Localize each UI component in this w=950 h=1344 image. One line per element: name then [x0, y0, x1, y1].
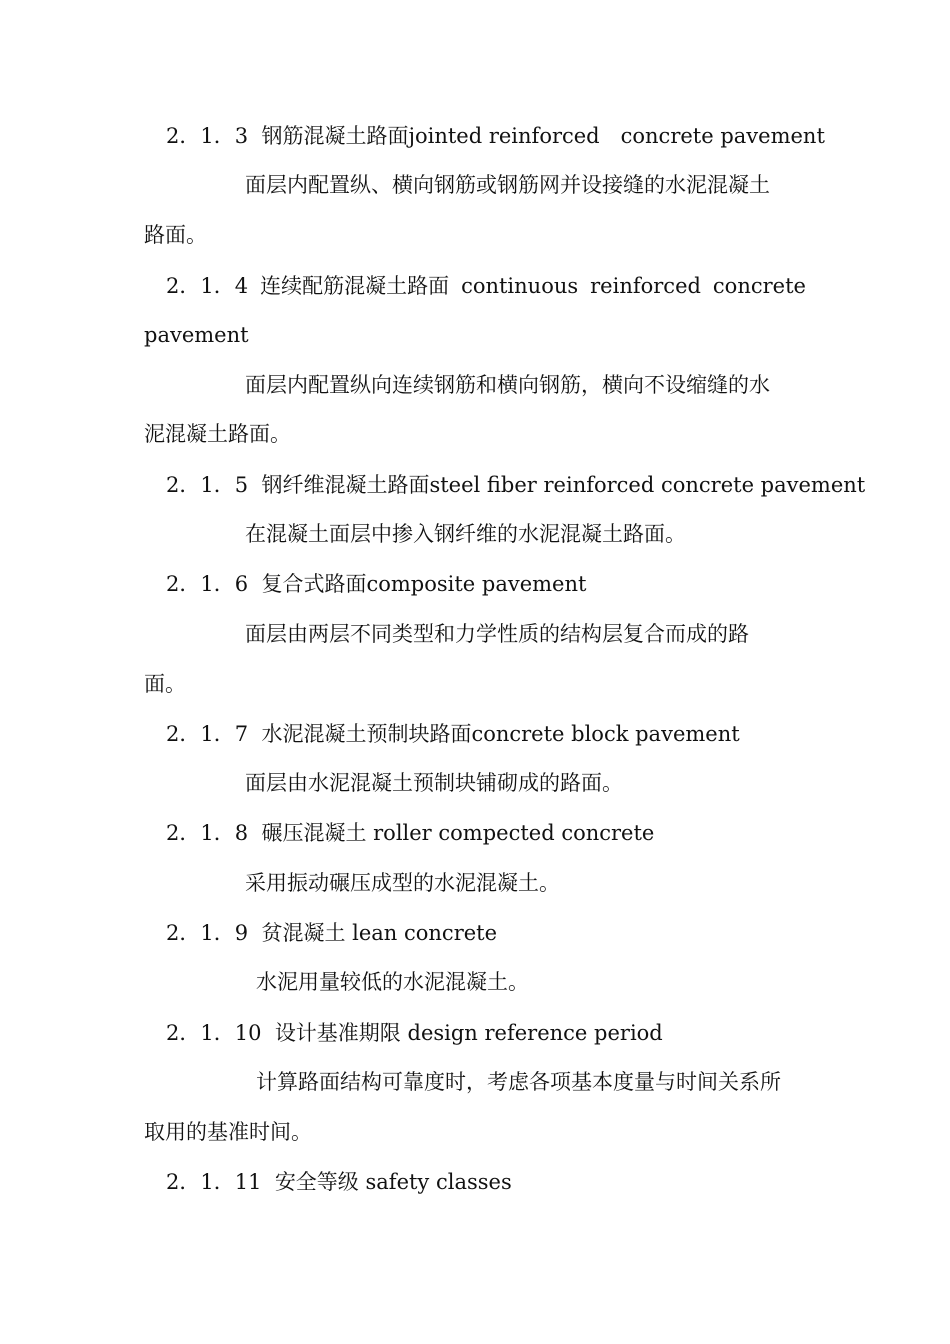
entry-heading-2-1-6: [166, 570, 586, 598]
entry-number: 2．1．8: [166, 821, 249, 845]
entry-term-cn: 碾压混凝土: [261, 821, 367, 845]
entry-term-cn: 水泥混凝土预制块路面: [261, 722, 472, 746]
entry-term-cn: 贫混凝土: [261, 921, 346, 945]
entry-term-cn: 安全等级: [274, 1170, 359, 1194]
entry-term-cn: 钢筋混凝土路面: [261, 124, 409, 148]
entry-definition-cont: 泥混凝土路面。: [144, 422, 291, 446]
entry-term-en-cont: pavement: [144, 323, 249, 347]
entry-number: 2．1．4: [166, 274, 249, 298]
entry-definition: 面层内配置纵、横向钢筋或钢筋网并设接缝的水泥混凝土: [245, 173, 770, 197]
entry-definition: 面层由两层不同类型和力学性质的结构层复合而成的路: [245, 622, 749, 646]
entry-heading-2-1-10: [166, 1019, 663, 1047]
entry-term-en-word: concrete: [712, 274, 806, 298]
entry-definition: 采用振动碾压成型的水泥混凝土。: [245, 871, 560, 895]
entry-term-en: roller compected concrete: [373, 821, 655, 845]
entry-term-cn: 复合式路面: [261, 572, 367, 596]
entry-number: 2．1．6: [166, 572, 249, 596]
entry-definition: 面层内配置纵向连续钢筋和横向钢筋，横向不设缩缝的水: [245, 373, 770, 397]
entry-term-en: steel fiber reinforced concrete pavement: [429, 473, 866, 497]
entry-heading-2-1-9: [166, 919, 497, 947]
entry-heading-2-1-8: [166, 819, 654, 847]
entry-heading-2-1-4: [166, 272, 806, 300]
entry-term-en-word: continuous: [461, 274, 579, 298]
entry-number: 2．1．3: [166, 124, 249, 148]
entry-term-en-word: reinforced: [590, 274, 701, 298]
entry-definition: 面层由水泥混凝土预制块铺砌成的路面。: [245, 771, 623, 795]
entry-number: 2．1．9: [166, 921, 249, 945]
entry-term-en: composite pavement: [366, 572, 587, 596]
entry-term-cn: 钢纤维混凝土路面: [261, 473, 430, 497]
entry-number: 2．1．11: [166, 1170, 262, 1194]
entry-definition-cont: 路面。: [144, 223, 207, 247]
entry-term-en: safety classes: [365, 1170, 512, 1194]
entry-number: 2．1．10: [166, 1021, 262, 1045]
entry-definition: 水泥用量较低的水泥混凝土。: [256, 970, 529, 994]
entry-heading-2-1-3: [166, 122, 825, 150]
entry-term-cn: 连续配筋混凝土路面: [260, 274, 450, 298]
entry-definition: 计算路面结构可靠度时，考虑各项基本度量与时间关系所: [256, 1070, 781, 1094]
entry-definition-cont: 面。: [144, 672, 186, 696]
entry-term-en: concrete block pavement: [471, 722, 740, 746]
entry-heading-2-1-11: [166, 1168, 512, 1196]
entry-heading-2-1-7: [166, 720, 740, 748]
entry-term-en: design reference period: [407, 1021, 663, 1045]
entry-number: 2．1．5: [166, 473, 249, 497]
entry-definition: 在混凝土面层中掺入钢纤维的水泥混凝土路面。: [245, 522, 686, 546]
entry-definition-cont: 取用的基准时间。: [144, 1120, 312, 1144]
entry-term-en: jointed reinforced concrete pavement: [408, 124, 825, 148]
entry-number: 2．1．7: [166, 722, 249, 746]
entry-term-en: lean concrete: [352, 921, 498, 945]
entry-term-cn: 设计基准期限: [274, 1021, 401, 1045]
entry-heading-2-1-5: [166, 471, 865, 499]
